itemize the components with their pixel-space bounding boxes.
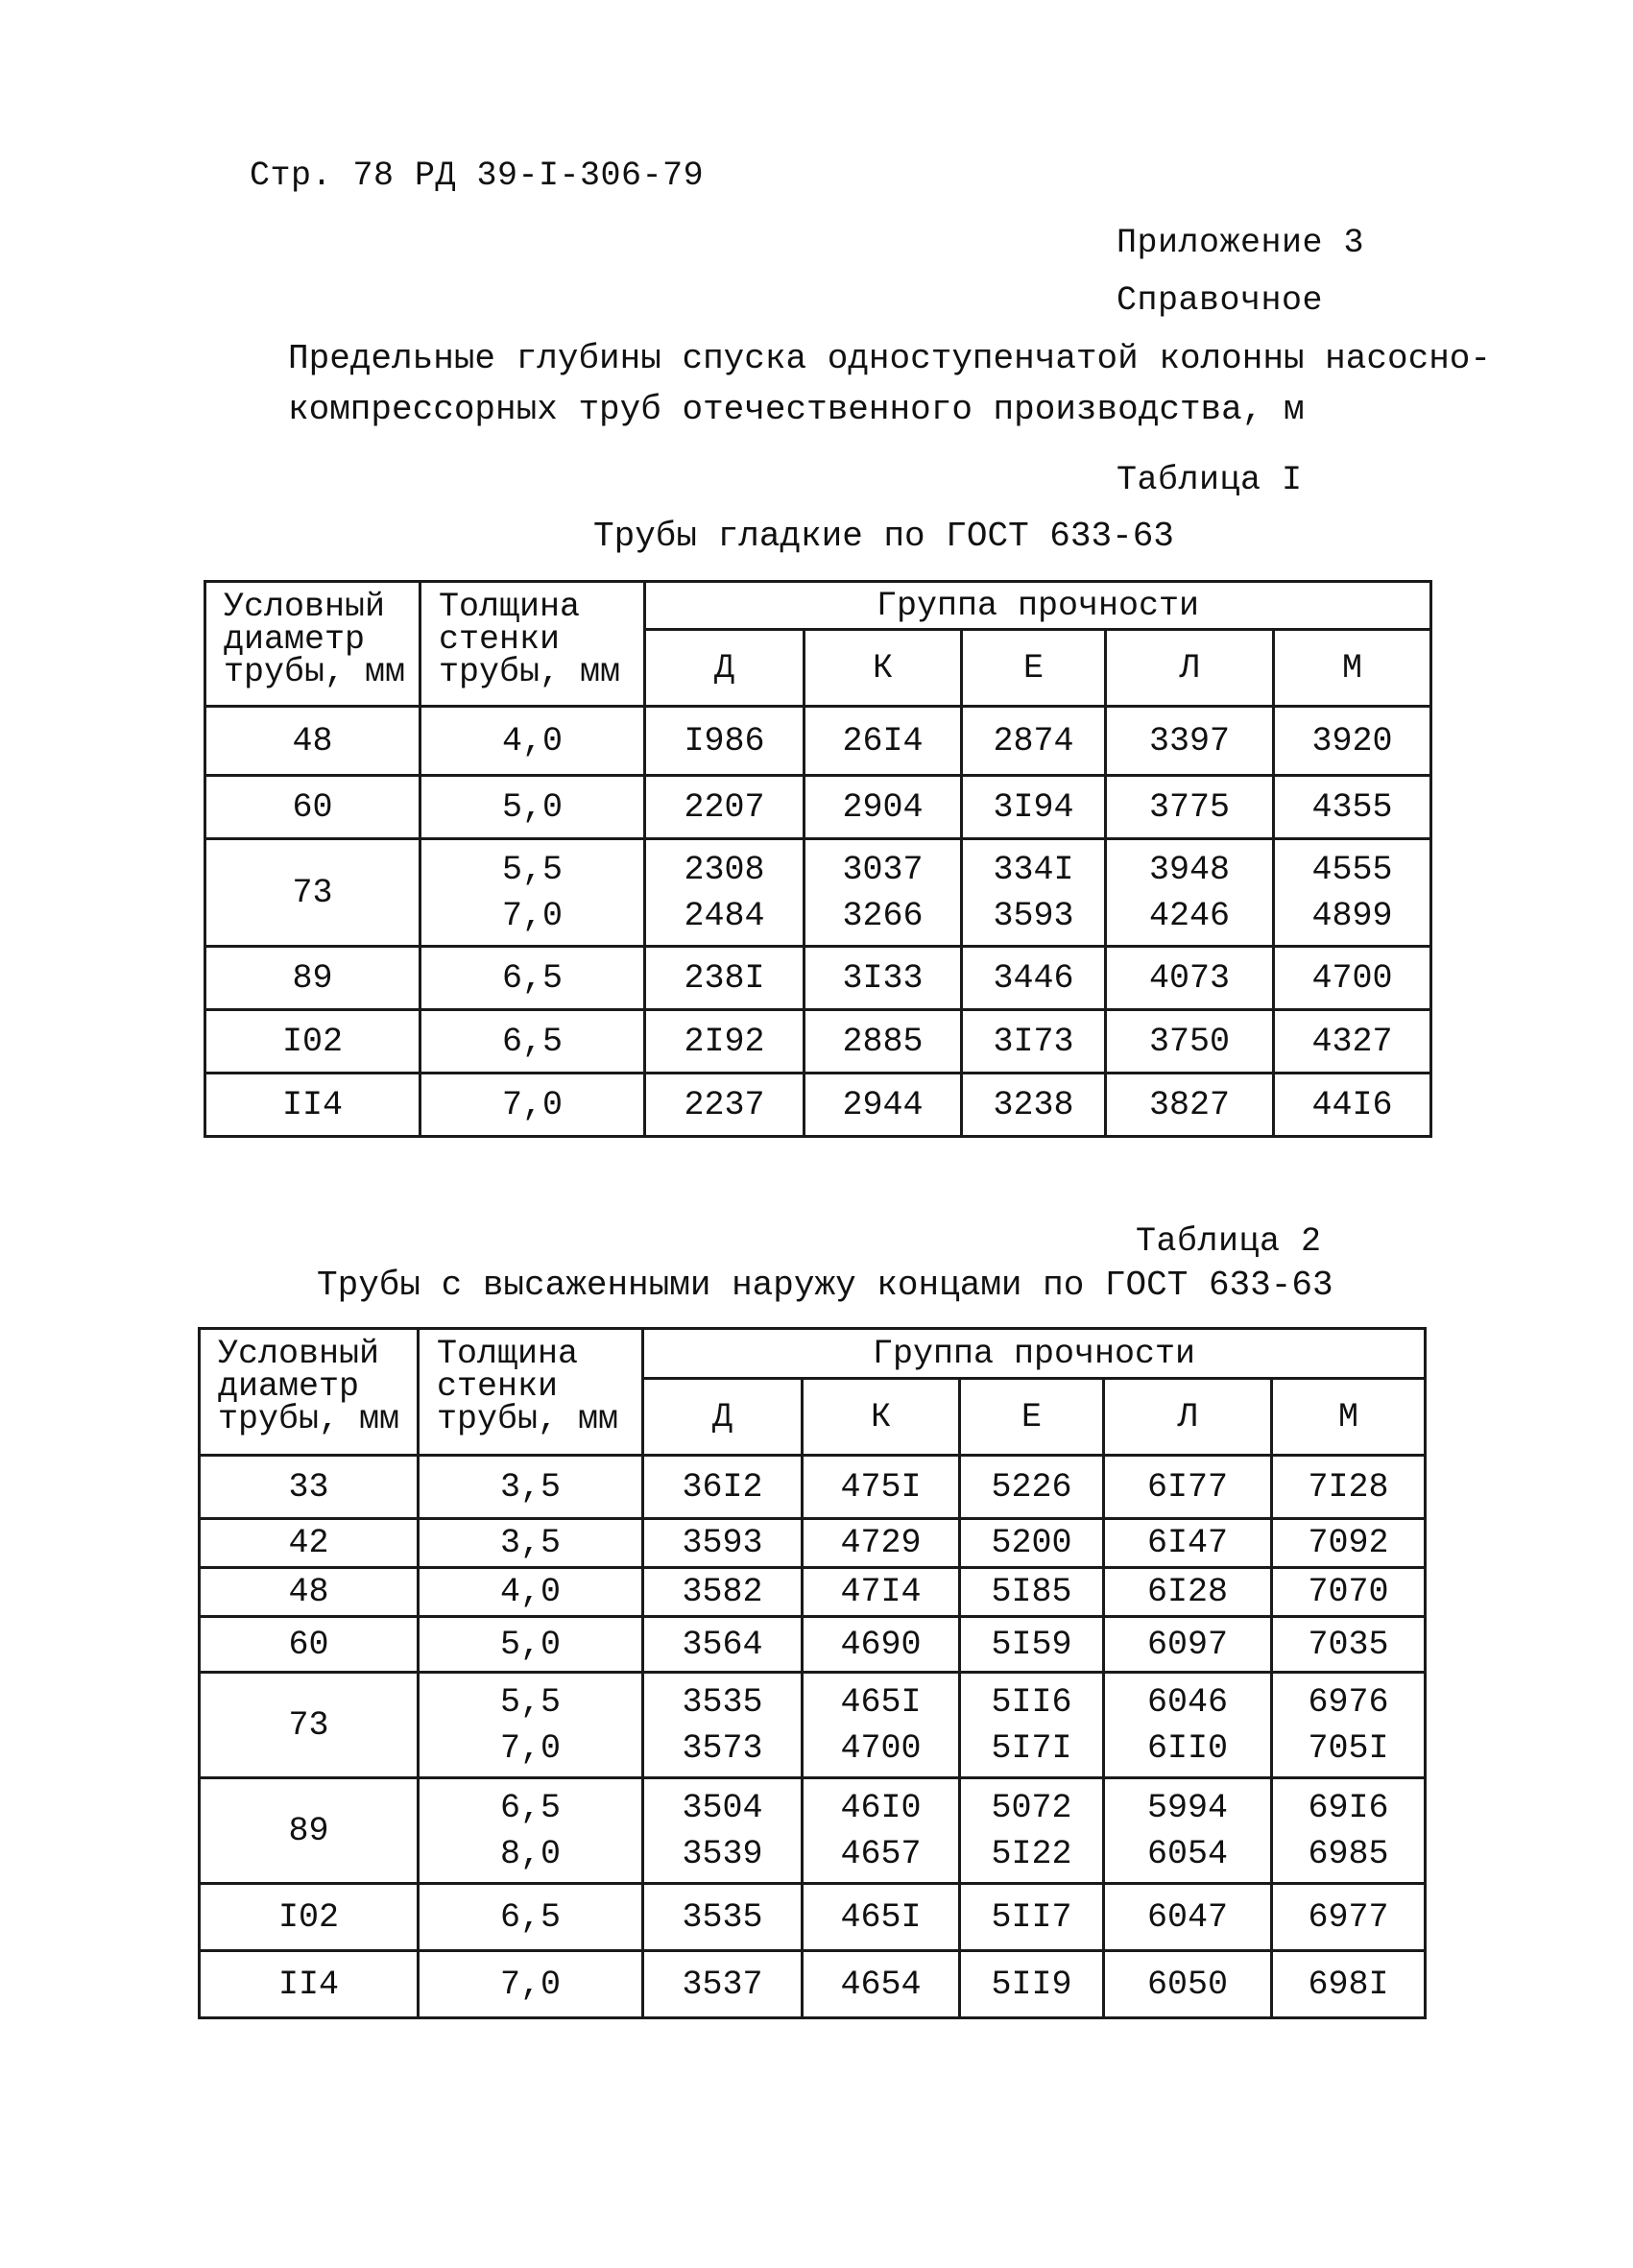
depth-value: 4657 xyxy=(840,1834,922,1873)
depth-value: 3827 xyxy=(1148,1085,1230,1124)
depth-value: 6050 xyxy=(1146,1965,1228,2004)
cell-depth-2 xyxy=(960,1568,1104,1617)
cell-diameter: 60 xyxy=(200,1617,419,1673)
depth-value: 238I xyxy=(684,958,765,998)
cell-depth-4 xyxy=(1272,1884,1426,1951)
cell-depth-3 xyxy=(1104,1951,1272,2018)
cell-depth-4 xyxy=(1272,1673,1426,1778)
depth-value: 3266 xyxy=(842,896,924,935)
depth-value: 6I28 xyxy=(1146,1573,1228,1611)
appendix-label: Приложение 3 xyxy=(1117,224,1365,262)
depth-value: 3535 xyxy=(682,1682,763,1722)
depth-value: 3037 xyxy=(842,850,924,889)
cell-depth-0 xyxy=(643,1778,803,1884)
thickness-value: 8,0 xyxy=(499,1834,561,1873)
depth-value: 6I77 xyxy=(1146,1467,1228,1507)
thickness-value: 5,0 xyxy=(501,787,563,827)
depth-value: 26I4 xyxy=(842,721,924,760)
depth-value: 4729 xyxy=(840,1524,922,1562)
depth-value: 4899 xyxy=(1311,896,1393,935)
table1 xyxy=(204,580,1432,1138)
cell-depth-4 xyxy=(1274,707,1431,776)
table-row xyxy=(200,1778,1426,1884)
cell-depth-4 xyxy=(1272,1456,1426,1519)
table-row xyxy=(205,1010,1431,1074)
cell-diameter: 60 xyxy=(205,776,420,839)
depth-value: 5II7 xyxy=(991,1897,1072,1937)
cell-depth-2 xyxy=(960,1456,1104,1519)
cell-depth-2 xyxy=(960,1778,1104,1884)
depth-value: 3750 xyxy=(1148,1022,1230,1061)
cell-depth-1 xyxy=(804,947,962,1010)
cell-depth-3 xyxy=(1106,776,1274,839)
cell-thickness xyxy=(419,1519,643,1568)
thickness-header-line: стенки xyxy=(437,1367,559,1406)
cell-depth-4 xyxy=(1272,1519,1426,1568)
table1-label: Таблица I xyxy=(1117,461,1303,499)
cell-depth-3 xyxy=(1106,839,1274,947)
page-title-line-2: компрессорных труб отечественного производства, м xyxy=(288,390,1305,429)
column-header-thickness xyxy=(420,582,645,707)
table-row xyxy=(205,707,1431,776)
diameter-header-line: диаметр xyxy=(218,1367,360,1406)
thickness-value: 6,5 xyxy=(501,958,563,998)
column-header-diameter xyxy=(205,582,420,707)
cell-depth-0 xyxy=(643,1617,803,1673)
depth-value: 3582 xyxy=(682,1573,763,1611)
cell-thickness xyxy=(420,839,645,947)
table2-body xyxy=(200,1456,1426,2018)
thickness-value: 6,5 xyxy=(499,1897,561,1937)
depth-value: 5II9 xyxy=(991,1965,1072,2004)
depth-value: 5072 xyxy=(991,1788,1072,1827)
depth-value: 3504 xyxy=(682,1788,763,1827)
cell-depth-0 xyxy=(643,1673,803,1778)
grade-header: Л xyxy=(1104,1379,1272,1456)
thickness-value: 6,5 xyxy=(501,1022,563,1061)
cell-depth-1 xyxy=(804,839,962,947)
table-row xyxy=(200,1519,1426,1568)
depth-value: 475I xyxy=(840,1467,922,1507)
depth-value: 7I28 xyxy=(1308,1467,1389,1507)
cell-thickness xyxy=(419,1673,643,1778)
cell-depth-2 xyxy=(962,776,1106,839)
depth-value: 36I2 xyxy=(682,1467,763,1507)
cell-thickness xyxy=(419,1884,643,1951)
thickness-header-line: трубы, мм xyxy=(439,653,621,691)
cell-depth-0 xyxy=(645,1074,804,1137)
page-reference: Стр. 78 РД 39-I-306-79 xyxy=(250,157,705,195)
depth-value: 4654 xyxy=(840,1965,922,2004)
cell-depth-1 xyxy=(804,1074,962,1137)
cell-depth-3 xyxy=(1106,1074,1274,1137)
table-row xyxy=(200,1617,1426,1673)
depth-value: 4073 xyxy=(1148,958,1230,998)
depth-value: 3446 xyxy=(993,958,1074,998)
depth-value: 6I47 xyxy=(1146,1524,1228,1562)
grade-header: Д xyxy=(643,1379,803,1456)
column-header-strength-group: Группа прочности xyxy=(643,1329,1426,1379)
thickness-header-line: Толщина xyxy=(439,588,581,626)
depth-value: 47I4 xyxy=(840,1573,922,1611)
cell-diameter: II4 xyxy=(205,1074,420,1137)
column-header-thickness xyxy=(419,1329,643,1456)
grade-header: К xyxy=(804,630,962,707)
cell-depth-0 xyxy=(645,1010,804,1074)
depth-value: 3564 xyxy=(682,1625,763,1664)
table1-caption: Трубы гладкие по ГОСТ 633-63 xyxy=(593,517,1174,556)
cell-depth-3 xyxy=(1106,947,1274,1010)
cell-depth-1 xyxy=(803,1951,960,2018)
grade-header: Е xyxy=(962,630,1106,707)
depth-value: 5I22 xyxy=(991,1834,1072,1873)
cell-depth-2 xyxy=(960,1951,1104,2018)
depth-value: 3539 xyxy=(682,1834,763,1873)
cell-thickness xyxy=(419,1778,643,1884)
cell-depth-3 xyxy=(1106,1010,1274,1074)
depth-value: 3593 xyxy=(993,896,1074,935)
depth-value: 6977 xyxy=(1308,1897,1389,1937)
cell-depth-0 xyxy=(645,707,804,776)
depth-value: 3775 xyxy=(1148,787,1230,827)
depth-value: 2874 xyxy=(993,721,1074,760)
cell-depth-1 xyxy=(804,1010,962,1074)
depth-value: 4700 xyxy=(1311,958,1393,998)
depth-value: 4555 xyxy=(1311,850,1393,889)
depth-value: 465I xyxy=(840,1897,922,1937)
depth-value: 2904 xyxy=(842,787,924,827)
cell-diameter: 48 xyxy=(200,1568,419,1617)
cell-thickness xyxy=(419,1568,643,1617)
cell-diameter: 73 xyxy=(205,839,420,947)
table2-label: Таблица 2 xyxy=(1136,1222,1322,1261)
grade-header: М xyxy=(1274,630,1431,707)
cell-depth-1 xyxy=(803,1519,960,1568)
depth-value: 2207 xyxy=(684,787,765,827)
depth-value: 3593 xyxy=(682,1524,763,1562)
cell-depth-3 xyxy=(1104,1617,1272,1673)
cell-depth-3 xyxy=(1106,707,1274,776)
diameter-header-line: Условный xyxy=(218,1335,380,1373)
depth-value: 7035 xyxy=(1308,1625,1389,1664)
cell-depth-2 xyxy=(962,1074,1106,1137)
thickness-value: 7,0 xyxy=(499,1728,561,1768)
grade-header: Д xyxy=(645,630,804,707)
depth-value: 5226 xyxy=(991,1467,1072,1507)
cell-depth-4 xyxy=(1272,1568,1426,1617)
cell-depth-2 xyxy=(960,1617,1104,1673)
cell-depth-0 xyxy=(643,1884,803,1951)
diameter-header-line: трубы, мм xyxy=(218,1400,400,1438)
table-row xyxy=(200,1673,1426,1778)
depth-value: 5II6 xyxy=(991,1682,1072,1722)
cell-depth-2 xyxy=(962,839,1106,947)
thickness-value: 5,0 xyxy=(499,1625,561,1664)
cell-depth-4 xyxy=(1274,947,1431,1010)
depth-value: 4690 xyxy=(840,1625,922,1664)
depth-value: 5994 xyxy=(1146,1788,1228,1827)
cell-depth-0 xyxy=(645,839,804,947)
table-row xyxy=(200,1568,1426,1617)
cell-depth-0 xyxy=(643,1951,803,2018)
depth-value: 5I7I xyxy=(991,1728,1072,1768)
cell-depth-3 xyxy=(1104,1778,1272,1884)
depth-value: 7092 xyxy=(1308,1524,1389,1562)
cell-diameter: 33 xyxy=(200,1456,419,1519)
cell-depth-3 xyxy=(1104,1519,1272,1568)
cell-depth-1 xyxy=(804,707,962,776)
page-title-line-1: Предельные глубины спуска одноступенчатой колонны насосно- xyxy=(288,339,1492,378)
depth-value: 3920 xyxy=(1311,721,1393,760)
cell-diameter: I02 xyxy=(200,1884,419,1951)
cell-depth-3 xyxy=(1104,1673,1272,1778)
cell-depth-1 xyxy=(803,1568,960,1617)
cell-depth-2 xyxy=(962,947,1106,1010)
depth-value: 6985 xyxy=(1308,1834,1389,1873)
cell-diameter: 89 xyxy=(205,947,420,1010)
cell-diameter: 48 xyxy=(205,707,420,776)
table-row xyxy=(200,1951,1426,2018)
thickness-value: 4,0 xyxy=(499,1573,561,1611)
cell-depth-0 xyxy=(643,1568,803,1617)
depth-value: 2944 xyxy=(842,1085,924,1124)
table-row xyxy=(205,839,1431,947)
cell-thickness xyxy=(420,707,645,776)
depth-value: 2I92 xyxy=(684,1022,765,1061)
cell-depth-1 xyxy=(803,1673,960,1778)
cell-depth-4 xyxy=(1274,776,1431,839)
depth-value: 4246 xyxy=(1148,896,1230,935)
depth-value: 69I6 xyxy=(1308,1788,1389,1827)
depth-value: 698I xyxy=(1308,1965,1389,2004)
cell-diameter: 42 xyxy=(200,1519,419,1568)
depth-value: 7070 xyxy=(1308,1573,1389,1611)
cell-depth-2 xyxy=(962,707,1106,776)
depth-value: 46I0 xyxy=(840,1788,922,1827)
table1-body xyxy=(205,707,1431,1137)
depth-value: 2885 xyxy=(842,1022,924,1061)
cell-depth-4 xyxy=(1272,1951,1426,2018)
depth-value: 3537 xyxy=(682,1965,763,2004)
cell-thickness xyxy=(419,1617,643,1673)
grade-header: М xyxy=(1272,1379,1426,1456)
cell-depth-0 xyxy=(645,776,804,839)
grade-header: Е xyxy=(960,1379,1104,1456)
thickness-value: 3,5 xyxy=(499,1524,561,1562)
cell-depth-0 xyxy=(645,947,804,1010)
thickness-value: 5,5 xyxy=(499,1682,561,1722)
thickness-header-line: стенки xyxy=(439,620,561,659)
cell-thickness xyxy=(420,947,645,1010)
cell-depth-0 xyxy=(643,1456,803,1519)
thickness-value: 7,0 xyxy=(499,1965,561,2004)
depth-value: 5200 xyxy=(991,1524,1072,1562)
depth-value: 334I xyxy=(993,850,1074,889)
thickness-value: 4,0 xyxy=(501,721,563,760)
depth-value: 3I94 xyxy=(993,787,1074,827)
depth-value: 6097 xyxy=(1146,1625,1228,1664)
cell-diameter: 89 xyxy=(200,1778,419,1884)
depth-value: 5I59 xyxy=(991,1625,1072,1664)
depth-value: 3238 xyxy=(993,1085,1074,1124)
table-row xyxy=(200,1884,1426,1951)
depth-value: 3I33 xyxy=(842,958,924,998)
thickness-value: 7,0 xyxy=(501,896,563,935)
cell-thickness xyxy=(419,1456,643,1519)
depth-value: 6054 xyxy=(1146,1834,1228,1873)
depth-value: 465I xyxy=(840,1682,922,1722)
depth-value: 44I6 xyxy=(1311,1085,1393,1124)
thickness-value: 7,0 xyxy=(501,1085,563,1124)
cell-depth-1 xyxy=(803,1884,960,1951)
column-header-diameter xyxy=(200,1329,419,1456)
depth-value: 4327 xyxy=(1311,1022,1393,1061)
cell-thickness xyxy=(420,1074,645,1137)
cell-depth-4 xyxy=(1272,1617,1426,1673)
cell-diameter: 73 xyxy=(200,1673,419,1778)
table-row xyxy=(205,776,1431,839)
cell-depth-4 xyxy=(1272,1778,1426,1884)
cell-depth-4 xyxy=(1274,1010,1431,1074)
depth-value: 3573 xyxy=(682,1728,763,1768)
table2 xyxy=(198,1327,1427,2019)
cell-thickness xyxy=(419,1951,643,2018)
depth-value: 2308 xyxy=(684,850,765,889)
cell-depth-1 xyxy=(803,1617,960,1673)
depth-value: 2237 xyxy=(684,1085,765,1124)
column-header-strength-group: Группа прочности xyxy=(645,582,1431,630)
cell-depth-1 xyxy=(804,776,962,839)
cell-depth-4 xyxy=(1274,1074,1431,1137)
cell-depth-2 xyxy=(962,1010,1106,1074)
depth-value: 6II0 xyxy=(1146,1728,1228,1768)
cell-depth-1 xyxy=(803,1456,960,1519)
grade-header: К xyxy=(803,1379,960,1456)
depth-value: 3I73 xyxy=(993,1022,1074,1061)
cell-depth-3 xyxy=(1104,1456,1272,1519)
cell-diameter: II4 xyxy=(200,1951,419,2018)
table-row xyxy=(205,947,1431,1010)
depth-value: 3948 xyxy=(1148,850,1230,889)
cell-depth-2 xyxy=(960,1519,1104,1568)
grade-header: Л xyxy=(1106,630,1274,707)
depth-value: I986 xyxy=(684,721,765,760)
depth-value: 3397 xyxy=(1148,721,1230,760)
cell-depth-3 xyxy=(1104,1568,1272,1617)
thickness-value: 5,5 xyxy=(501,850,563,889)
depth-value: 3535 xyxy=(682,1897,763,1937)
depth-value: 2484 xyxy=(684,896,765,935)
cell-depth-4 xyxy=(1274,839,1431,947)
cell-thickness xyxy=(420,1010,645,1074)
cell-diameter: I02 xyxy=(205,1010,420,1074)
diameter-header-line: трубы, мм xyxy=(224,653,406,691)
cell-depth-0 xyxy=(643,1519,803,1568)
thickness-header-line: трубы, мм xyxy=(437,1400,619,1438)
thickness-value: 3,5 xyxy=(499,1467,561,1507)
depth-value: 705I xyxy=(1308,1728,1389,1768)
cell-depth-2 xyxy=(960,1884,1104,1951)
depth-value: 4700 xyxy=(840,1728,922,1768)
cell-thickness xyxy=(420,776,645,839)
table-row xyxy=(200,1456,1426,1519)
thickness-value: 6,5 xyxy=(499,1788,561,1827)
depth-value: 4355 xyxy=(1311,787,1393,827)
diameter-header-line: диаметр xyxy=(224,620,366,659)
depth-value: 6047 xyxy=(1146,1897,1228,1937)
table-row xyxy=(205,1074,1431,1137)
diameter-header-line: Условный xyxy=(224,588,386,626)
depth-value: 6046 xyxy=(1146,1682,1228,1722)
cell-depth-3 xyxy=(1104,1884,1272,1951)
reference-label: Справочное xyxy=(1117,281,1324,320)
depth-value: 6976 xyxy=(1308,1682,1389,1722)
cell-depth-1 xyxy=(803,1778,960,1884)
thickness-header-line: Толщина xyxy=(437,1335,579,1373)
table2-caption: Трубы с высаженными наружу концами по ГОСТ 633-63 xyxy=(317,1266,1333,1305)
cell-depth-2 xyxy=(960,1673,1104,1778)
depth-value: 5I85 xyxy=(991,1573,1072,1611)
